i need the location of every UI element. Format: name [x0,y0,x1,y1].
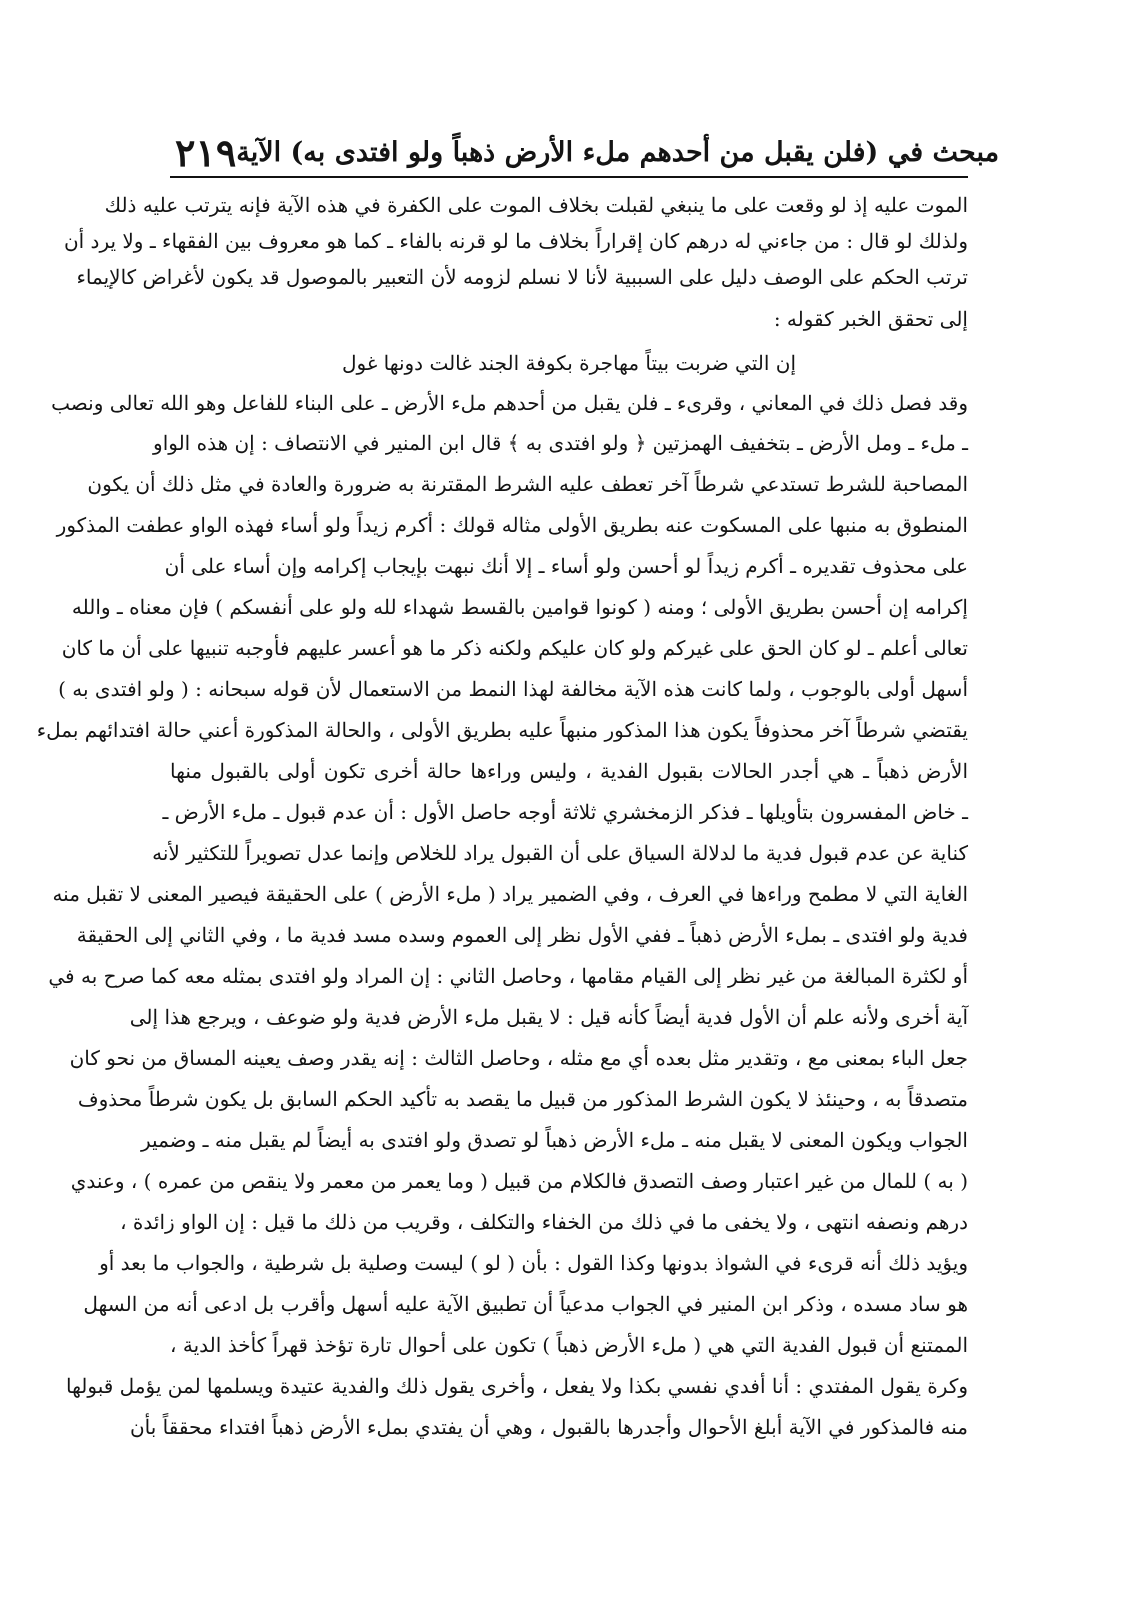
text-line: متصدقاً به ، وحينئذ لا يكون الشرط المذكور من قبيل ما يقصد به تأكيد الحكم السابق بل يكون شرطاً محذوف [77,1087,968,1111]
text-line: الموت عليه إذ لو وقعت على ما ينبغي لقبلت بخلاف الموت على الكفرة في هذه الآية فإنه يترتب عليه ذلك [104,193,968,217]
text-line: إلى تحقق الخبر كقوله : [773,307,968,331]
poetry-verse: إن التي ضربت بيتاً مهاجرة بكوفة الجند غالت دونها غول [341,351,797,375]
text-line: أو لكثرة المبالغة من غير نظر إلى القيام مقامها ، وحاصل الثاني : إن المراد ولو افتدى بمثله معه كما صرح به في [48,964,968,988]
text-line: تعالى أعلم ـ لو كان الحق على غيركم ولو كان عليكم ولكنه ذكر ما هو أعسر عليهم فأوجبه تنبيها على أن ما كان [61,636,968,660]
page-header [175,128,1000,176]
text-line: على محذوف تقديره ـ أكرم زيداً لو أحسن ولو أساء ـ إلا أنك نبهت بإيجاب إكرامه وإن أساء على أن [164,554,968,578]
text-line: كناية عن عدم قبول فدية ما لدلالة السياق على أن القبول يراد للخلاص وإنما عدل تصويراً للتكثير لأنه [152,841,968,865]
text-line: جعل الباء بمعنى مع ، وتقدير مثل بعده أي مع مثله ، وحاصل الثالث : إنه يقدر وصف يعينه المساق من نحو كان [69,1046,968,1070]
page-number: ٢١٩ [175,129,237,175]
text-line: المصاحبة للشرط تستدعي شرطاً آخر تعطف عليه الشرط المقترنة به ضرورة والعادة في مثل ذلك أن يكون [87,472,968,496]
text-line: الأرض ذهباً ـ هي أجدر الحالات بقبول الفدية ، وليس وراءها حالة أخرى تكون أولى بالقبول منها [170,759,968,783]
text-line: فدية ولو افتدى ـ بملء الأرض ذهباً ـ ففي الأول نظر إلى العموم وسده مسد فدية ما ، وفي الثاني إلى الحقيقة [76,923,968,947]
text-line: الجواب ويكون المعنى لا يقبل منه ـ ملء الأرض ذهباً لو تصدق ولو افتدى به أيضاً لم يقبل منه ـ وضمير [141,1128,968,1152]
header-rule [170,176,968,178]
text-line: أسهل أولى بالوجوب ، ولما كانت هذه الآية مخالفة لهذا النمط من الاستعمال لأن قوله سبحانه : ( ولو افتدى به ) [58,677,968,701]
text-line: ولذلك لو قال : من جاءني له درهم كان إقراراً بخلاف ما لو قرنه بالفاء ـ كما هو معروف بين الفقهاء ـ ولا يرد أن [63,229,968,253]
text-line: هو ساد مسده ، وذكر ابن المنير في الجواب مدعياً أن تطبيق الآية عليه أسهل وأقرب بل ادعى أنه من السهل [83,1292,968,1316]
running-title: مبحث في (فلن يقبل من أحدهم ملء الأرض ذهباً ولو افتدى به) الآية [236,136,1000,168]
text-line: ـ خاض المفسرون بتأويلها ـ فذكر الزمخشري ثلاثة أوجه حاصل الأول : أن عدم قبول ـ ملء الأرض ـ [162,800,968,824]
text-line: ويؤيد ذلك أنه قرىء في الشواذ بدونها وكذا القول : بأن ( لو ) ليست وصلية بل شرطية ، والجواب ما بعد أو [99,1251,968,1275]
text-line: المنطوق به منبها على المسكوت عنه بطريق الأولى مثاله قولك : أكرم زيداً ولو أساء فهذه الواو عطفت المذكور [56,513,968,537]
text-line: ( به ) للمال من غير اعتبار وصف التصدق فالكلام من قبيل ( وما يعمر من معمر ولا ينقص من عمره ) ، وعندي [70,1169,968,1193]
text-line: وقد فصل ذلك في المعاني ، وقرىء ـ فلن يقبل من أحدهم ملء الأرض ـ على البناء للفاعل وهو الله تعالى ونصب [51,391,968,415]
text-line: يقتضي شرطاً آخر محذوفاً يكون هذا المذكور منبهاً عليه بطريق الأولى ، والحالة المذكورة أعني حالة افتدائهم بملء [36,718,968,742]
text-line: آية أخرى ولأنه علم أن الأول فدية أيضاً كأنه قيل : لا يقبل ملء الأرض فدية ولو ضوعف ، ويرجع هذا إلى [129,1005,968,1029]
text-line: درهم ونصفه انتهى ، ولا يخفى ما في ذلك من الخفاء والتكلف ، وقريب من ذلك ما قيل : إن الواو زائدة ، [120,1210,968,1234]
text-line: ـ ملء ـ ومل الأرض ـ بتخفيف الهمزتين ﴿ ولو افتدى به ﴾ قال ابن المنير في الانتصاف : إن هذه الواو [153,431,968,455]
text-line: وكرة يقول المفتدي : أنا أفدي نفسي بكذا ولا يفعل ، وأخرى يقول ذلك والفدية عتيدة ويسلمها لمن يؤمل قبولها [65,1374,968,1398]
text-line: الممتنع أن قبول الفدية التي هي ( ملء الأرض ذهباً ) تكون على أحوال تارة تؤخذ قهراً كأخذ الدية ، [170,1333,968,1357]
text-line: منه فالمذكور في الآية أبلغ الأحوال وأجدرها بالقبول ، وهي أن يفتدي بملء الأرض ذهباً افتداء محققاً بأن [129,1415,968,1439]
text-line: الغاية التي لا مطمح وراءها في العرف ، وفي الضمير يراد ( ملء الأرض ) على الحقيقة فيصير المعنى لا تقبل منه [52,882,968,906]
text-line: ترتب الحكم على الوصف دليل على السببية لأنا لا نسلم لزومه لأن التعبير بالموصول قد يكون لأغراض كالإيماء [76,265,968,289]
text-line: إكرامه إن أحسن بطريق الأولى ؛ ومنه ( كونوا قوامين بالقسط شهداء لله ولو على أنفسكم ) فإن معناه ـ والله [71,595,968,619]
